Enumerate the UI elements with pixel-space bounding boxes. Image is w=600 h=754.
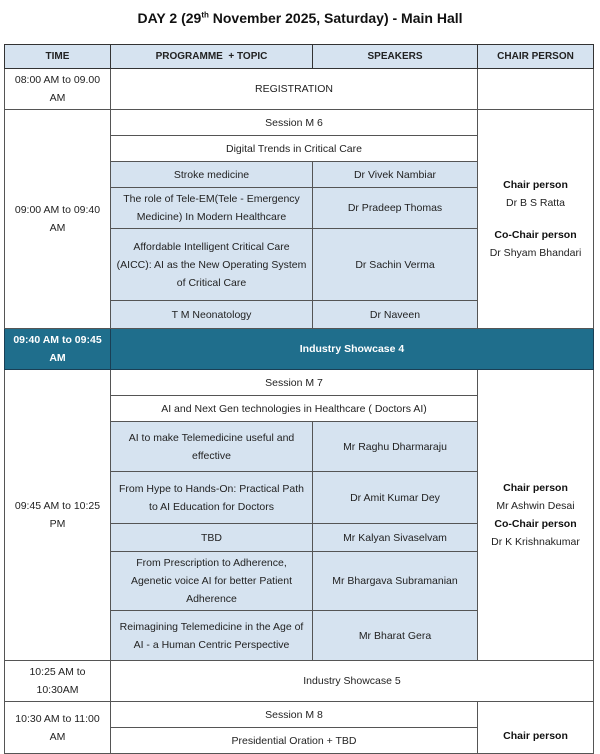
talk-topic: From Hype to Hands-On: Practical Path to AI Education for Doctors xyxy=(111,472,313,524)
registration-row xyxy=(5,69,594,110)
time-cell: 09:40 AM to 09:45 AM xyxy=(5,329,111,370)
chair-label: Chair person xyxy=(503,482,568,494)
talk-topic: Stroke medicine xyxy=(111,162,313,188)
talk-topic: Affordable Intelligent Critical Care (AICC): AI as the New Operating System of Critical Care xyxy=(111,229,313,301)
showcase-row xyxy=(5,329,594,370)
header-row xyxy=(5,45,594,69)
session-topic: Digital Trends in Critical Care xyxy=(111,136,478,162)
chair-cell xyxy=(478,702,594,754)
talk-speaker: Dr Naveen xyxy=(313,301,478,329)
session-title: Session M 7 xyxy=(111,370,478,396)
cochair-label: Co-Chair person xyxy=(494,229,577,241)
talk-speaker: Mr Raghu Dharmaraju xyxy=(313,422,478,472)
session-row xyxy=(5,110,594,136)
talk-speaker: Dr Pradeep Thomas xyxy=(313,188,478,229)
chair-name: Dr B S Ratta xyxy=(506,197,565,209)
talk-topic: From Prescription to Adherence, Agenetic voice AI for better Patient Adherence xyxy=(111,552,313,611)
header-chair: CHAIR PERSON xyxy=(478,45,594,69)
title-sup: th xyxy=(201,10,209,20)
cochair-label: Co-Chair person xyxy=(494,518,577,530)
title-suffix: November 2025, Saturday) - Main Hall xyxy=(208,10,463,26)
header-time: TIME xyxy=(5,45,111,69)
session-row xyxy=(5,702,594,728)
schedule-table xyxy=(4,44,594,754)
session-title: Session M 8 xyxy=(111,702,478,728)
talk-topic: T M Neonatology xyxy=(111,301,313,329)
talk-speaker: Mr Bharat Gera xyxy=(313,611,478,661)
showcase-row xyxy=(5,661,594,702)
time-cell: 09:00 AM to 09:40 AM xyxy=(5,110,111,329)
showcase-label: Industry Showcase 5 xyxy=(111,661,594,702)
cochair-name: Dr Shyam Bhandari xyxy=(489,247,582,259)
talk-topic: AI to make Telemedicine useful and effective xyxy=(111,422,313,472)
time-cell: 10:30 AM to 11:00 AM xyxy=(5,702,111,754)
chair-label: Chair person xyxy=(503,730,568,742)
header-speakers: SPEAKERS xyxy=(313,45,478,69)
time-cell: 09:45 AM to 10:25 PM xyxy=(5,370,111,661)
chair-cell xyxy=(478,370,594,661)
header-programme: PROGRAMME + TOPIC xyxy=(111,45,313,69)
chair-cell xyxy=(478,110,594,329)
time-cell: 10:25 AM to 10:30AM xyxy=(5,661,111,702)
title-prefix: DAY 2 (29 xyxy=(137,10,202,26)
talk-speaker: Mr Kalyan Sivaselvam xyxy=(313,524,478,552)
talk-topic: TBD xyxy=(111,524,313,552)
talk-topic: The role of Tele-EM(Tele - Emergency Medicine) In Modern Healthcare xyxy=(111,188,313,229)
chair-label: Chair person xyxy=(503,179,568,191)
talk-topic: Reimagining Telemedicine in the Age of AI - a Human Centric Perspective xyxy=(111,611,313,661)
session-topic: AI and Next Gen technologies in Healthcare ( Doctors AI) xyxy=(111,396,478,422)
session-topic: Presidential Oration + TBD xyxy=(111,728,478,754)
time-cell: 08:00 AM to 09.00 AM xyxy=(5,69,111,110)
talk-speaker: Dr Amit Kumar Dey xyxy=(313,472,478,524)
cochair-name: Dr K Krishnakumar xyxy=(491,536,580,548)
page-title xyxy=(0,10,600,26)
talk-speaker: Dr Sachin Verma xyxy=(313,229,478,301)
talk-speaker: Mr Bhargava Subramanian xyxy=(313,552,478,611)
session-title: Session M 6 xyxy=(111,110,478,136)
empty-cell xyxy=(478,69,594,110)
talk-speaker: Dr Vivek Nambiar xyxy=(313,162,478,188)
showcase-label: Industry Showcase 4 xyxy=(111,329,594,370)
session-row xyxy=(5,370,594,396)
registration-label: REGISTRATION xyxy=(111,69,478,110)
chair-name: Mr Ashwin Desai xyxy=(496,500,575,512)
